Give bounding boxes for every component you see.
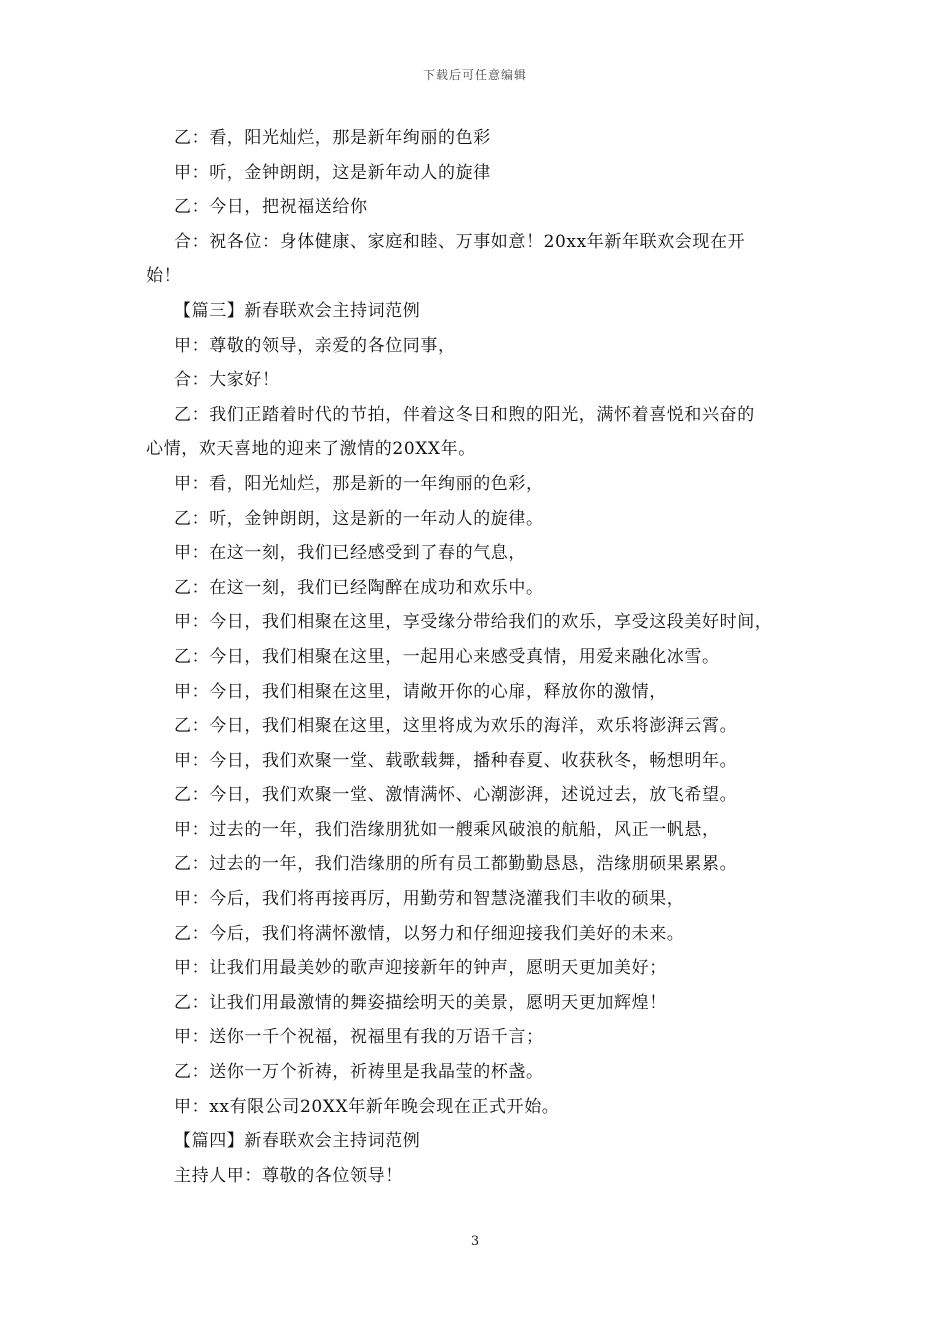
text-line: 甲：在这一刻，我们已经感受到了春的气息， — [174, 543, 526, 564]
text-line: 乙：我们正踏着时代的节拍，伴着这冬日和煦的阳光，满怀着喜悦和兴奋的 — [174, 404, 755, 425]
text-line: 合：祝各位：身体健康、家庭和睦、万事如意！20xx年新年联欢会现在开 — [174, 231, 746, 252]
text-line: 乙：今日，我们欢聚一堂、激情满怀、心潮澎湃，述说过去，放飞希望。 — [174, 785, 738, 806]
text-line: 乙：今日，我们相聚在这里，这里将成为欢乐的海洋，欢乐将澎湃云霄。 — [174, 716, 738, 737]
text-line: 甲：今日，我们相聚在这里，享受缘分带给我们的欢乐，享受这段美好时间， — [174, 612, 773, 633]
text-line: 始！ — [146, 266, 182, 287]
text-line: 乙：今日，我们相聚在这里，一起用心来感受真情，用爱来融化冰雪。 — [174, 646, 720, 667]
text-line: 甲：过去的一年，我们浩缘朋犹如一艘乘风破浪的航船，风正一帆悬， — [174, 819, 720, 840]
text-line: 乙：听，金钟朗朗，这是新的一年动人的旋律。 — [174, 508, 544, 529]
text-line: 合：大家好！ — [174, 370, 280, 391]
text-line: 甲：送你一千个祝福，祝福里有我的万语千言； — [174, 1027, 544, 1048]
text-line: 乙：今日，把祝福送给你 — [174, 197, 368, 218]
text-line: 甲：尊敬的领导，亲爱的各位同事， — [174, 335, 456, 356]
text-line: 心情，欢天喜地的迎来了激情的20XX年。 — [146, 439, 476, 460]
text-line: 乙：送你一万个祈祷，祈祷里是我晶莹的杯盏。 — [174, 1062, 544, 1083]
page-number: 3 — [470, 1234, 480, 1249]
text-line: 甲：听，金钟朗朗，这是新年动人的旋律 — [174, 162, 491, 183]
text-line: 甲：今日，我们欢聚一堂、载歌载舞，播种春夏、收获秋冬，畅想明年。 — [174, 750, 738, 771]
text-line: 甲：xx有限公司20XX年新年晚会现在正式开始。 — [174, 1096, 560, 1117]
section-heading: 【篇三】新春联欢会主持词范例 — [174, 300, 421, 321]
text-line: 甲：今后，我们将再接再厉，用勤劳和智慧浇灌我们丰收的硕果， — [174, 889, 685, 910]
text-line: 乙：看，阳光灿烂，那是新年绚丽的色彩 — [174, 128, 491, 148]
section-heading: 【篇四】新春联欢会主持词范例 — [174, 1131, 421, 1152]
text-line: 乙：让我们用最激情的舞姿描绘明天的美景，愿明天更加辉煌！ — [174, 992, 667, 1013]
document-body — [146, 121, 816, 1193]
text-line: 主持人甲：尊敬的各位领导！ — [174, 1165, 403, 1186]
text-line: 乙：在这一刻，我们已经陶醉在成功和欢乐中。 — [174, 577, 544, 598]
text-line: 乙：今后，我们将满怀激情，以努力和仔细迎接我们美好的未来。 — [174, 923, 685, 944]
text-line: 甲：让我们用最美妙的歌声迎接新年的钟声，愿明天更加美好； — [174, 958, 667, 979]
text-line: 乙：过去的一年，我们浩缘朋的所有员工都勤勤恳恳，浩缘朋硕果累累。 — [174, 854, 738, 875]
text-line: 甲：今日，我们相聚在这里，请敞开你的心扉，释放你的激情， — [174, 681, 667, 702]
text-line: 甲：看，阳光灿烂，那是新的一年绚丽的色彩， — [174, 473, 544, 494]
header-note: 下载后可任意编辑 — [422, 68, 527, 82]
